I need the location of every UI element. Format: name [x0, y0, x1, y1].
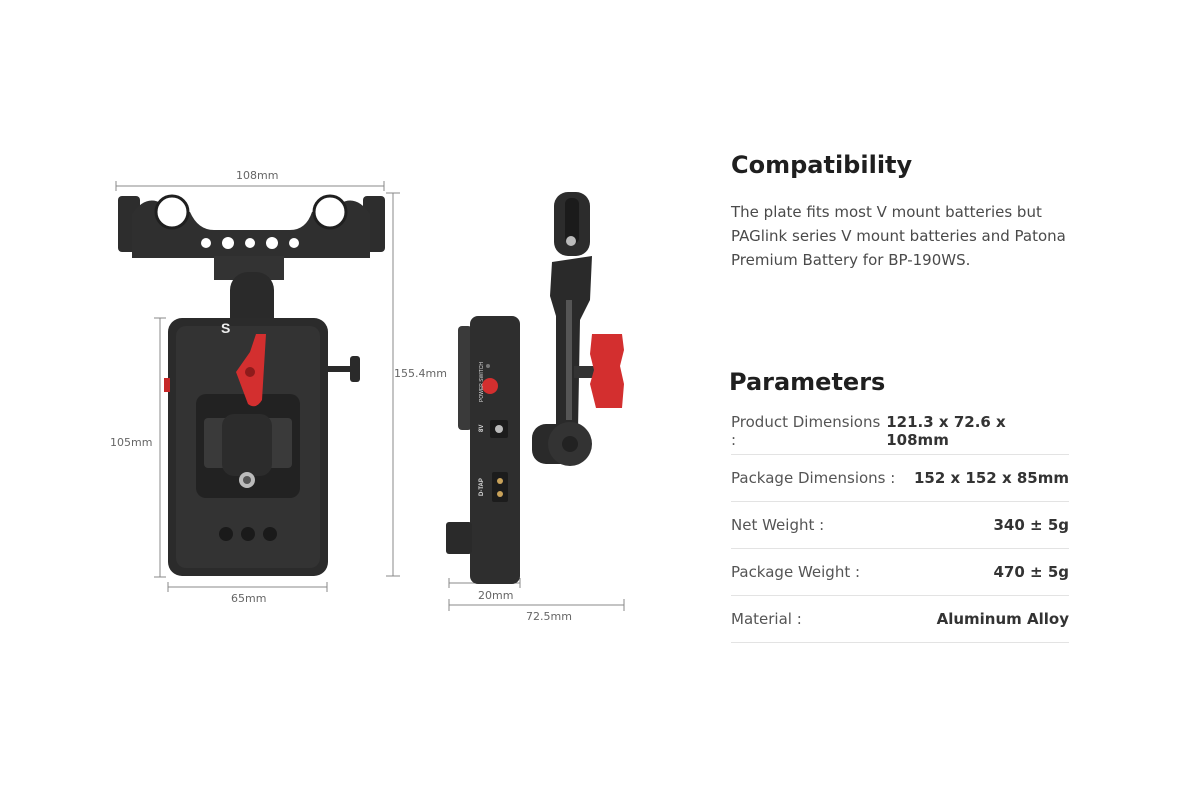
param-value: 121.3 x 72.6 x 108mm	[886, 413, 1006, 449]
dim-side-offset: 20mm	[478, 589, 514, 602]
param-label: Net Weight :	[731, 516, 825, 534]
param-value: 340 ± 5g	[993, 516, 1069, 534]
dim-top-width: 108mm	[236, 169, 279, 182]
param-label: Product Dimensions :	[731, 413, 881, 449]
param-row	[731, 455, 1069, 502]
dim-plate-height: 105mm	[110, 436, 153, 449]
param-label: Material :	[731, 610, 802, 628]
dim-total-height: 155.4mm	[394, 367, 447, 380]
logo-mark: S	[221, 320, 231, 336]
param-row	[731, 596, 1069, 643]
param-value: 470 ± 5g	[993, 563, 1069, 581]
side-view	[446, 192, 624, 584]
param-label: Package Weight :	[731, 563, 861, 581]
parameters-heading: Parameters	[729, 368, 886, 396]
compatibility-text: The plate fits most V mount batteries but PAGlink series V mount batteries and Patona Premium Battery for BP-190WS.	[731, 203, 1066, 269]
front-view	[118, 196, 385, 576]
dim-side-depth: 72.5mm	[526, 610, 572, 623]
power-switch-label: POWER SWITCH	[479, 362, 485, 402]
param-row	[731, 408, 1069, 455]
compatibility-heading: Compatibility	[731, 151, 913, 179]
dtap-label: D-TAP	[479, 478, 485, 496]
param-label: Package Dimensions :	[731, 469, 896, 487]
voltage-label: 8V	[479, 424, 485, 432]
param-row	[731, 549, 1069, 596]
parameters-table	[731, 408, 1069, 643]
dim-plate-width: 65mm	[231, 592, 267, 605]
param-value: 152 x 152 x 85mm	[914, 469, 1069, 487]
param-value: Aluminum Alloy	[936, 610, 1069, 628]
param-row	[731, 502, 1069, 549]
